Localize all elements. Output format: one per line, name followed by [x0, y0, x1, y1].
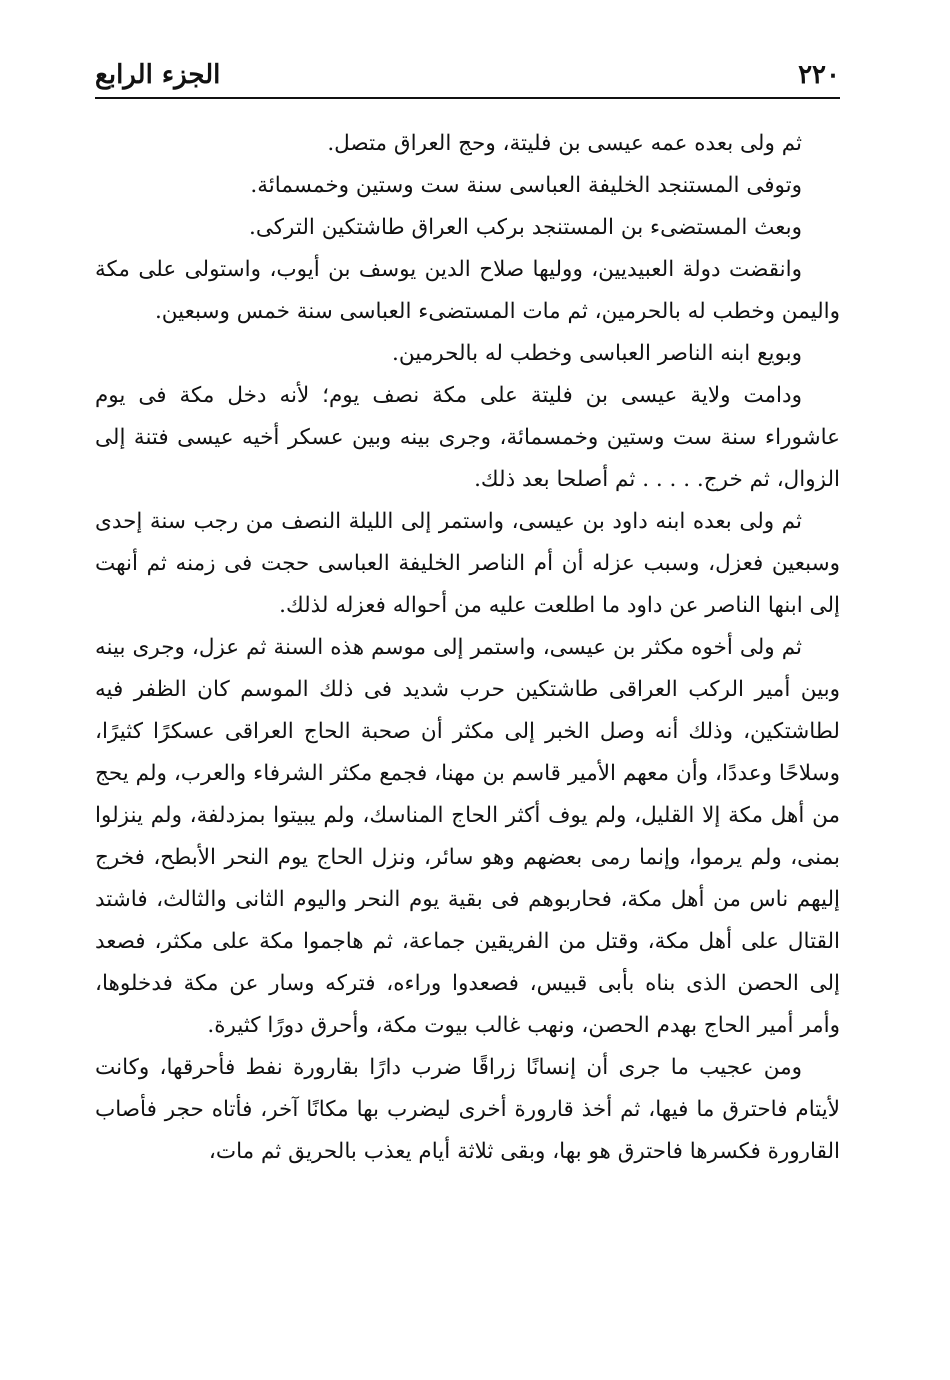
- paragraph: وتوفى المستنجد الخليفة العباسى سنة ست وستين وخمسمائة.: [250, 173, 802, 198]
- paragraph: وبويع ابنه الناصر العباسى وخطب له بالحرمين.: [392, 341, 802, 366]
- header-divider: [95, 97, 840, 99]
- paragraph: ثم ولى أخوه مكثر بن عيسى، واستمر إلى موسم هذه السنة ثم عزل، وجرى بينه وبين أمير الركب العراقى طاشتكين حرب شديد فى ذلك الموسم كان الظفر فيه لطاشتكين، وذلك أنه وصل الخبر إلى مكثر أن صحبة الحاج العراقى عسكرًا كثيرًا، وسلاحًا وعددًا، وأن معهم الأمير قاسم بن مهنا، فجمع مكثر الشرفاء والعرب، ولم يحج من أهل مكة إلا القليل، ولم يوف أكثر الحاج المناسك، ولم يبيتوا بمزدلفة، ولم ينزلوا بمنى، ولم يرموا، وإنما رمى بعضهم وهو سائر، ونزل الحاج يوم النحر الأبطح، فخرج إليهم ناس من أهل مكة، فحاربوهم فى بقية يوم النحر واليوم الثانى والثالث، فاشتد القتال على أهل مكة، وقتل من الفريقين جماعة، ثم هاجموا مكة على مكثر، فصعد إلى الحصن الذى بناه بأبى قبيس، فصعدوا وراءه، فتركه وسار عن مكة فدخلوها، وأمر أمير الحاج بهدم الحصن، ونهب غالب بيوت مكة، وأحرق دورًا كثيرة.: [95, 635, 840, 1038]
- paragraph: وانقضت دولة العبيديين، ووليها صلاح الدين يوسف بن أيوب، واستولى على مكة واليمن وخطب له بالحرمين، ثم مات المستضىء العباسى سنة خمس وسبعين.: [95, 257, 840, 324]
- paragraph: ودامت ولاية عيسى بن فليتة على مكة نصف يوم؛ لأنه دخل مكة فى يوم عاشوراء سنة ست وستين وخمسمائة، وجرى بينه وبين عسكر أخيه عيسى فتنة إلى الزوال، ثم خرج. . . . . ثم أصلحا بعد ذلك.: [95, 383, 840, 492]
- page-number: ٢٢٠: [798, 60, 840, 90]
- paragraph: ثم ولى بعده عمه عيسى بن فليتة، وحج العراق متصل.: [327, 131, 802, 156]
- paragraph: ثم ولى بعده ابنه داود بن عيسى، واستمر إلى الليلة النصف من رجب سنة إحدى وسبعين فعزل، وسبب عزله أن أم الناصر الخليفة العباسى حجت فى زمنه ثم أنهت إلى ابنها الناصر عن داود ما اطلعت عليه من أحواله فعزله لذلك.: [95, 509, 840, 618]
- paragraph: وبعث المستضىء بن المستنجد بركب العراق طاشتكين التركى.: [249, 215, 802, 240]
- running-header: [95, 54, 840, 90]
- body-text: [95, 123, 840, 1173]
- volume-title: الجزء الرابع: [95, 60, 221, 90]
- paragraph: ومن عجيب ما جرى أن إنسانًا زراقًا ضرب دارًا بقارورة نفط فأحرقها، وكانت لأيتام فاحترق ما فيها، ثم أخذ قارورة أخرى ليضرب بها مكانًا آخر، فأتاه حجر فأصاب القارورة فكسرها فاحترق هو بها، وبقى ثلاثة أيام يعذب بالحريق ثم مات،: [95, 1055, 840, 1164]
